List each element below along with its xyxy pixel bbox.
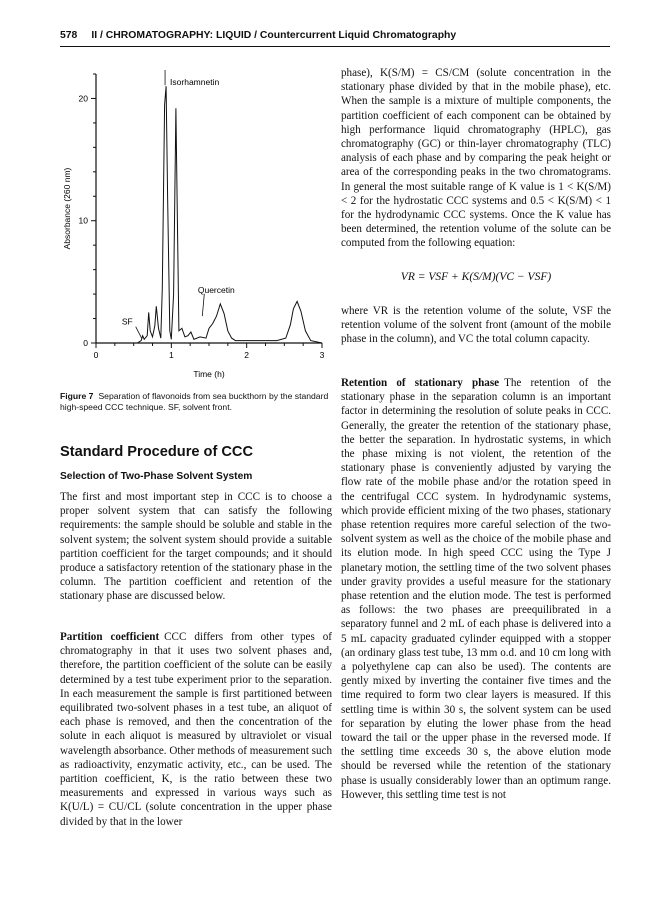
y-tick-label: 10: [78, 215, 88, 226]
section-heading: Standard Procedure of CCC: [60, 444, 253, 460]
right-para1-text: phase), K(S/M) = CS/CM (solute concentration in the stationary phase divided by that in the mobile phase), etc. When the sample is a mixture of multiple components, the partition coefficient of each component can be obtained by high performance liquid chromatography (HPLC), gas chromatography (GC) or thin-layer chromatography (TLC) analysis of each phase and by comparing the peak height or area of the corresponding peaks in the two chromatograms. In general the most suitable range of K value is 1 < K(S/M) < 2 for the hydrostatic CCC systems and 0.5 < K(S/M) < 1 for the hydrodynamic CCC systems. Once the K value has been determined, the retention volume of the solute can be computed from the following equation:: [341, 67, 611, 250]
x-tick-label: 1: [168, 350, 174, 360]
page-number: 578: [60, 30, 78, 41]
x-tick-label: 3: [319, 350, 325, 360]
x-tick-label: 0: [93, 350, 99, 360]
left-para2-text: CCC differs from other types of chromatography in that it uses two solvent phases and, therefore, the partition coefficient of the solute can be easily determined by a test tube experiment prior to the separation. In each measurement the sample is first partitioned between equilibrated two-solvent phases in a test tube, an aliquot of each phase is removed, and then the concentration of the solute in each aliquot is measured by ultraviolet or visual wavelength absorbance. Other methods of measurement such as radioactivity, enzymatic activity, etc., can be used. The partition coefficient, K, is the ratio between these two measurements and expressed in various ways such as K(U/L) = CU/CL (solute concentration in the upper phase divided by that in the lower: [60, 631, 333, 828]
figure-7: [60, 60, 332, 390]
x-tick-label: 2: [244, 350, 250, 360]
y-tick-label: 20: [78, 93, 88, 104]
quercetin-pointer: [202, 294, 204, 316]
left-paragraph-1: [60, 490, 332, 604]
chromatogram-trace: [96, 86, 322, 343]
subsection-heading: Selection of Two-Phase Solvent System: [60, 471, 253, 482]
sf-label: SF: [121, 316, 133, 327]
right-paragraph-2: [341, 304, 611, 347]
sf-pointer: [136, 327, 142, 339]
running-title: II / CHROMATOGRAPHY: LIQUID / Countercurrent Liquid Chromatography: [91, 30, 457, 41]
left-para2-runin-head: Partition coefficient: [60, 631, 160, 643]
right-paragraph-3: [341, 376, 611, 802]
retention-equation: VR = VSF + K(S/M)(VC − VSF): [400, 271, 552, 283]
figure-caption: [60, 391, 332, 413]
y-tick-label: 0: [83, 338, 88, 348]
header-rule: [60, 46, 610, 47]
left-para1-text: The first and most important step in CCC is to choose a proper solvent system that can satisfy the following requirements: the sample should be soluble and stable in the solvent system; the solvent system should provide a suitable partition coefficient for the target compounds; and it should produce a satisfactory retention of the stationary phase in the column. The partition coefficient and retention of the stationary phase are discussed below.: [60, 491, 332, 603]
x-axis-label: Time (h): [193, 369, 225, 379]
left-paragraph-2: [60, 630, 332, 829]
y-axis-label: Absorbance (260 nm): [62, 167, 72, 250]
right-paragraph-1: [341, 66, 611, 251]
right-para2-text: where VR is the retention volume of the solute, VSF the retention volume of the solvent front (amount of the mobile phase in the column), and VC the total column capacity.: [341, 305, 611, 346]
figure-caption-text: Separation of flavonoids from sea buckthorn by the standard high-speed CCC technique. SF, solvent front.: [60, 391, 329, 412]
right-para3-runin-head: Retention of stationary phase: [341, 377, 500, 389]
isorhamnetin-label: Isorhamnetin: [170, 77, 220, 88]
right-para3-text: The retention of the stationary phase in the separation column is an important factor in determining the resolution of solute peaks in CCC. Generally, the greater the retention of the stationary phase, the better the separation. In hydrostatic systems, in which the phase mixing is not violent, the retention of the stationary phase is conveniently adjusted by varying the flow rate of the mobile phase and/or the rotation speed in the centrifugal CCC system. In hydrodynamic systems, which provide efficient mixing of the two phases, stationary phase retention requires more careful selection of the two-solvent system as well as the choice of the mobile phase and its elution mode. In high speed CCC using the Type J planetary motion, the settling time of the two solvent phases under gravity provides a useful measure for the stationary phase retention and the elution mode. The test is performed as follows: the two phases are preequilibrated in a separatory funnel and 2 mL of each phase is delivered into a 5 mL capacity graduated cylinder equipped with a stopper (an ordinary glass test tube, 13 mm o.d. and 10 cm long with a polyethylene cap can also be used). The contents are gently mixed by inverting the container five times and the time required to form two clear layers is measured. If this settling time is within 30 s, the solvent system can be used for separation by eluting the lower phase from the head toward the tail or the upper phase in the reversed mode. If the settling time exceeds 30 s, the above elution mode should be reversed while the retention of the stationary phase is usually considerably lower than an optimum range. However, this settling time test is not: [341, 377, 611, 801]
quercetin-label: Quercetin: [197, 284, 235, 295]
figure-caption-label: Figure 7: [60, 391, 94, 401]
chromatogram-chart: [60, 60, 332, 390]
